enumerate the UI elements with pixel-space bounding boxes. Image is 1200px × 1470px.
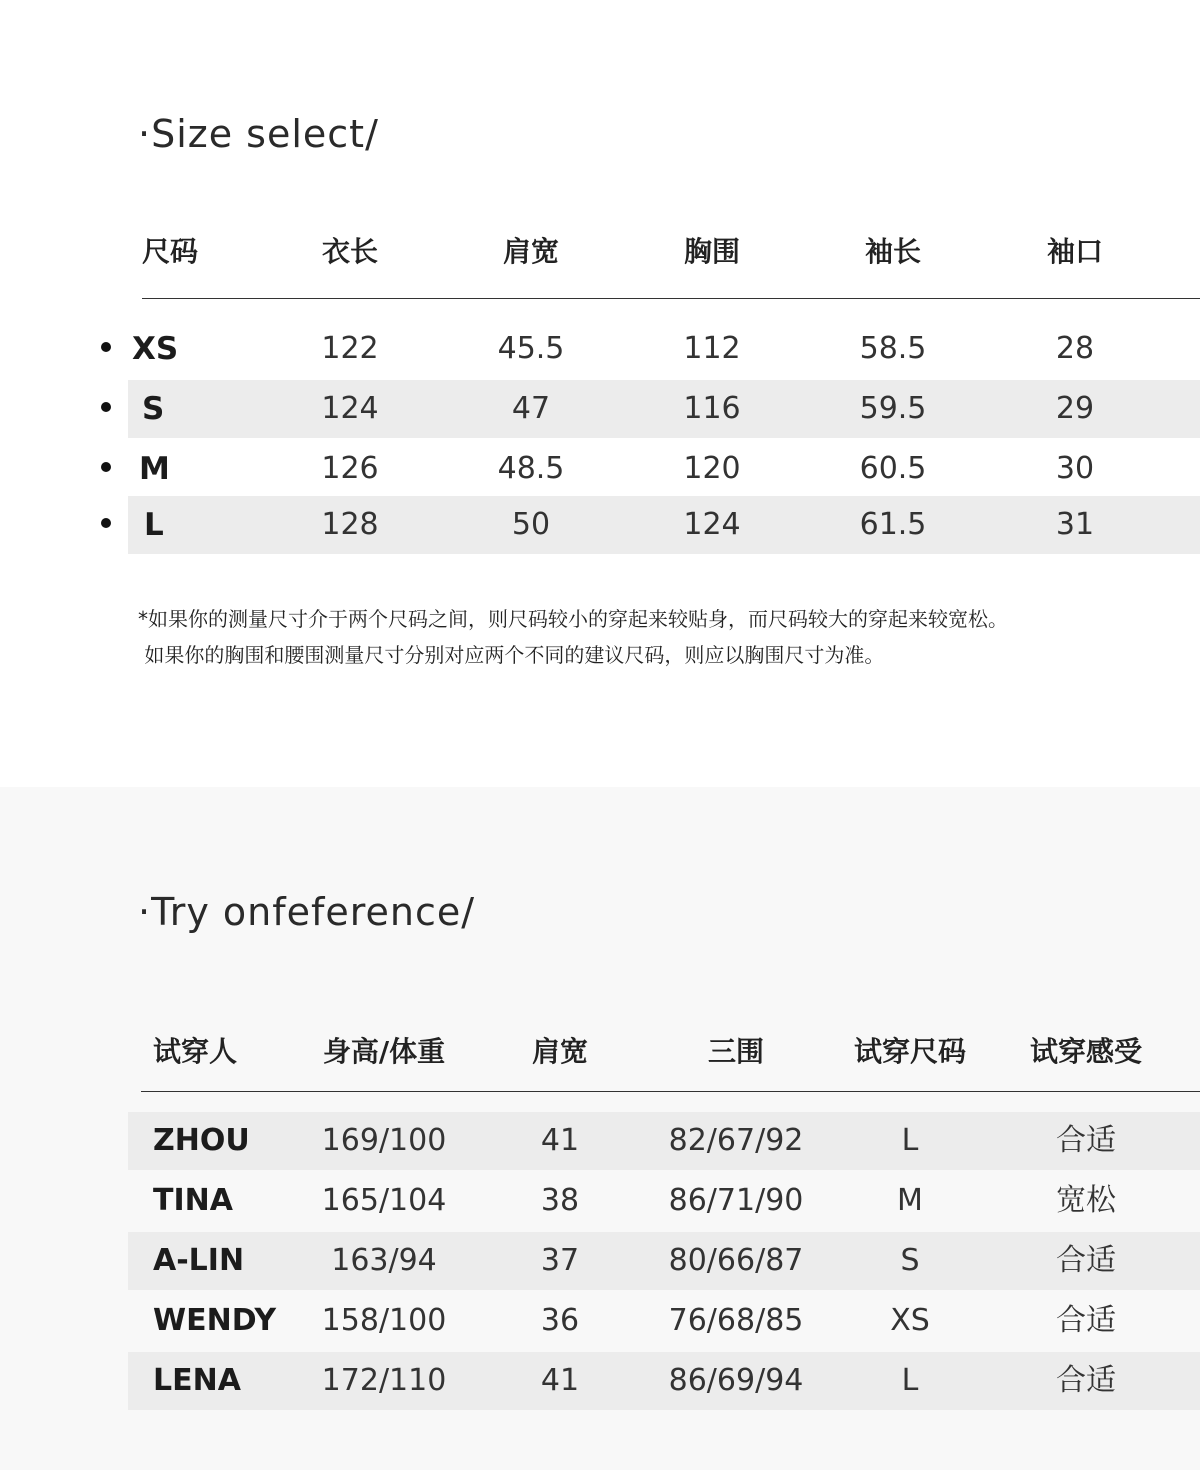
cell-measurements: 80/66/87	[668, 1243, 804, 1278]
size-label: S	[142, 391, 165, 427]
header-shoulder: 肩宽	[531, 1035, 589, 1068]
cell-chest: 120	[683, 451, 741, 486]
size-row	[128, 380, 1200, 438]
size-row	[128, 440, 1200, 498]
bullet-dot	[101, 342, 111, 352]
cell-try-size: L	[901, 1123, 919, 1158]
wearer-name: WENDY	[153, 1303, 277, 1338]
cell-feeling: 合适	[1056, 1123, 1116, 1158]
size-row	[128, 320, 1200, 378]
try-row	[128, 1292, 1200, 1350]
try-row	[128, 1172, 1200, 1230]
cell-feeling: 宽松	[1056, 1183, 1116, 1218]
cell-sleeve-length: 59.5	[859, 391, 927, 426]
try-row	[128, 1112, 1200, 1170]
cell-shoulder: 48.5	[497, 451, 565, 486]
cell-try-size: S	[900, 1243, 920, 1278]
try-on-section	[0, 787, 1200, 1470]
cell-measurements: 86/71/90	[668, 1183, 804, 1218]
header-sleeve-length: 袖长	[864, 235, 922, 268]
cell-shoulder: 45.5	[497, 331, 565, 366]
cell-feeling: 合适	[1056, 1363, 1116, 1398]
cell-try-size: XS	[890, 1303, 930, 1338]
cell-measurements: 82/67/92	[668, 1123, 804, 1158]
cell-shoulder: 38	[540, 1183, 580, 1218]
header-cuff: 袖口	[1046, 235, 1104, 268]
header-chest: 胸围	[683, 235, 741, 268]
try-row	[128, 1232, 1200, 1290]
cell-shoulder: 41	[540, 1363, 580, 1398]
cell-height-weight: 172/110	[321, 1363, 447, 1398]
cell-length: 122	[321, 331, 379, 366]
bullet-dot	[101, 518, 111, 528]
cell-shoulder: 41	[540, 1123, 580, 1158]
header-shoulder: 肩宽	[502, 235, 560, 268]
header-length: 衣长	[321, 235, 379, 268]
size-note-line-1: *如果你的测量尺寸介于两个尺码之间，则尺码较小的穿起来较贴身，而尺码较大的穿起来较宽松。	[138, 607, 1008, 631]
wearer-name: TINA	[153, 1183, 233, 1218]
cell-shoulder: 47	[511, 391, 551, 426]
cell-height-weight: 163/94	[331, 1243, 437, 1278]
size-row	[128, 496, 1200, 554]
cell-shoulder: 36	[540, 1303, 580, 1338]
cell-height-weight: 165/104	[321, 1183, 447, 1218]
header-divider	[142, 298, 1200, 299]
cell-chest: 116	[683, 391, 741, 426]
size-label: L	[144, 507, 164, 543]
size-note-line-2: 如果你的胸围和腰围测量尺寸分别对应两个不同的建议尺码，则应以胸围尺寸为准。	[138, 643, 885, 667]
cell-length: 126	[321, 451, 379, 486]
cell-feeling: 合适	[1056, 1243, 1116, 1278]
cell-measurements: 86/69/94	[668, 1363, 804, 1398]
wearer-name: A-LIN	[153, 1243, 245, 1278]
cell-cuff: 28	[1055, 331, 1095, 366]
cell-chest: 124	[683, 507, 741, 542]
header-try-size: 试穿尺码	[853, 1035, 967, 1068]
header-divider	[141, 1091, 1200, 1092]
header-feeling: 试穿感受	[1029, 1035, 1143, 1068]
cell-measurements: 76/68/85	[668, 1303, 804, 1338]
cell-shoulder: 50	[511, 507, 551, 542]
cell-height-weight: 169/100	[321, 1123, 447, 1158]
cell-sleeve-length: 61.5	[859, 507, 927, 542]
cell-chest: 112	[683, 331, 741, 366]
cell-cuff: 29	[1055, 391, 1095, 426]
header-wearer: 试穿人	[153, 1035, 238, 1068]
header-height-weight: 身高/体重	[322, 1035, 446, 1068]
bullet-dot	[101, 402, 111, 412]
cell-cuff: 31	[1055, 507, 1095, 542]
size-select-title: ·Size select/	[138, 112, 379, 156]
try-on-title: ·Try onfeference/	[138, 890, 476, 934]
cell-feeling: 合适	[1056, 1303, 1116, 1338]
cell-length: 128	[321, 507, 379, 542]
cell-sleeve-length: 58.5	[859, 331, 927, 366]
bullet-dot	[101, 462, 111, 472]
size-label: M	[139, 451, 170, 487]
header-measurements: 三围	[707, 1035, 765, 1068]
cell-shoulder: 37	[540, 1243, 580, 1278]
wearer-name: ZHOU	[153, 1123, 250, 1158]
header-size: 尺码	[142, 235, 199, 268]
cell-try-size: M	[897, 1183, 923, 1218]
try-row	[128, 1352, 1200, 1410]
size-label: XS	[132, 331, 179, 367]
cell-sleeve-length: 60.5	[859, 451, 927, 486]
cell-cuff: 30	[1055, 451, 1095, 486]
cell-length: 124	[321, 391, 379, 426]
cell-height-weight: 158/100	[321, 1303, 447, 1338]
wearer-name: LENA	[153, 1363, 241, 1398]
cell-try-size: L	[901, 1363, 919, 1398]
